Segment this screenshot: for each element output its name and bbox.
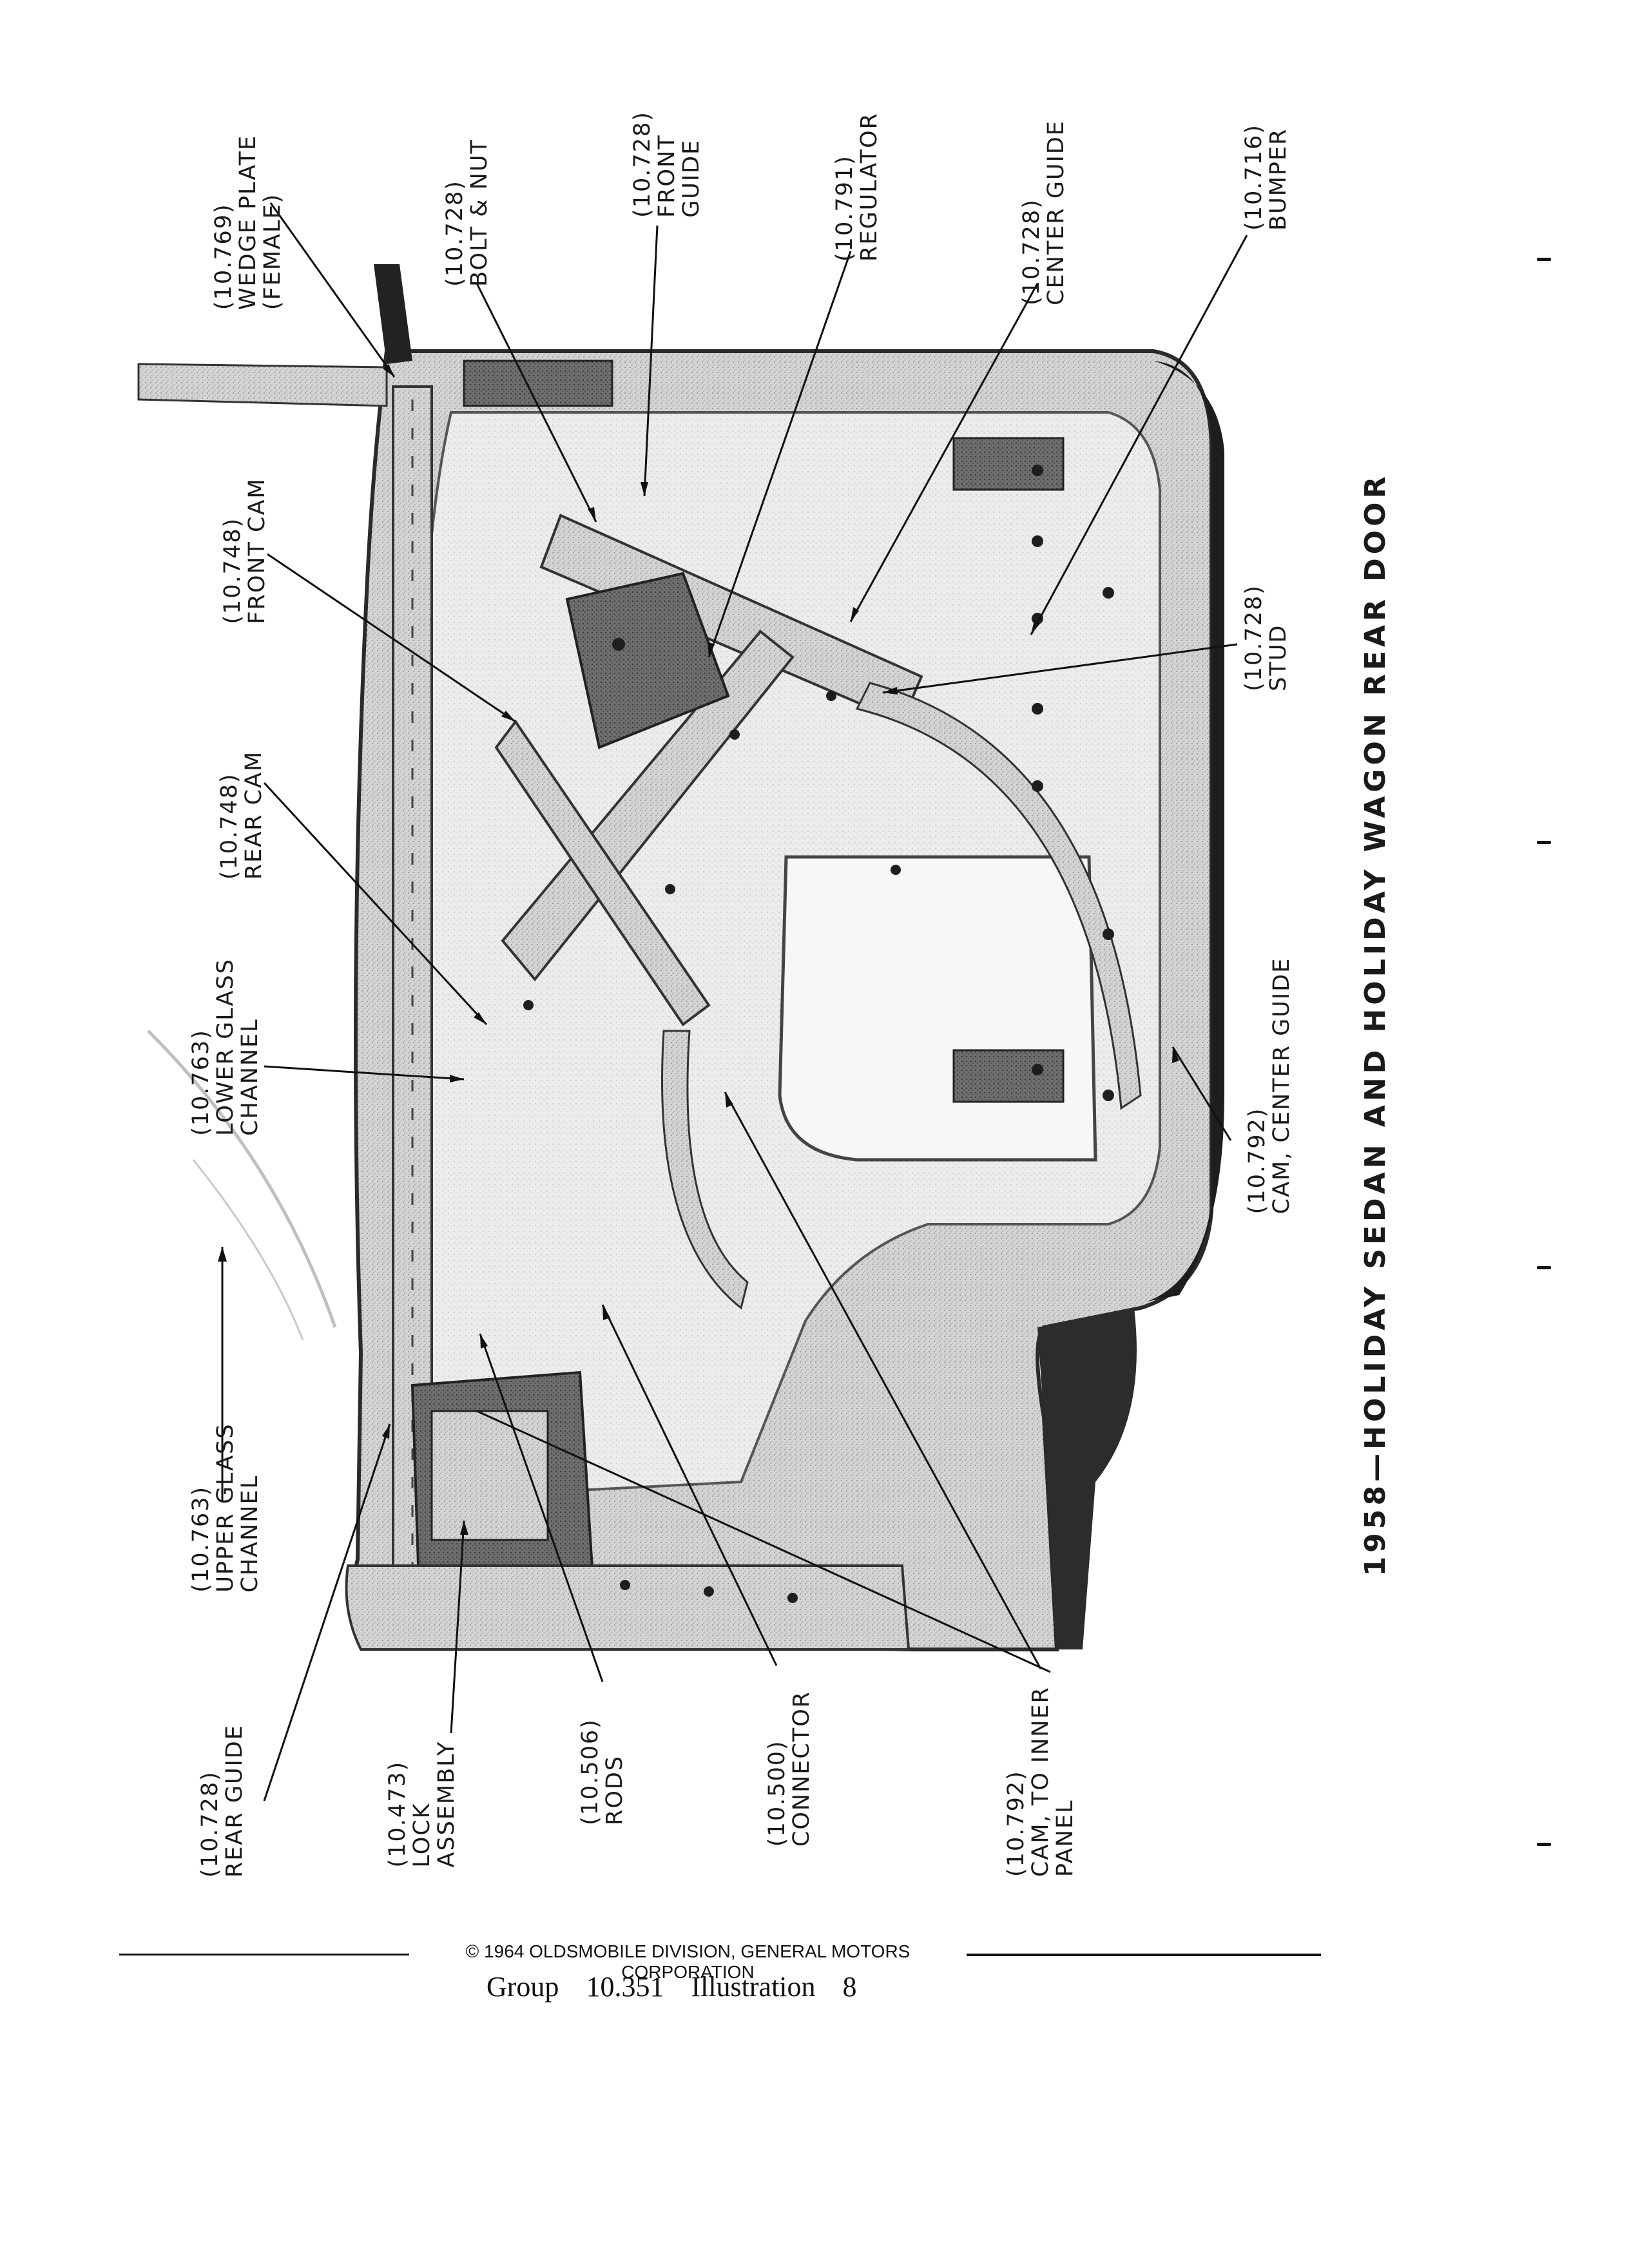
part-name: BOLT & NUT	[467, 139, 492, 287]
part-number: (10.728)	[197, 1771, 223, 1878]
group-label: Group	[487, 1971, 559, 2003]
part-name: FRONT	[654, 134, 680, 218]
part-number: (10.748)	[217, 773, 242, 880]
access-opening	[780, 857, 1095, 1160]
part-name-2: CHANNEL	[237, 1474, 263, 1593]
margin-tick	[1537, 1266, 1551, 1269]
part-number: (10.792)	[1003, 1770, 1029, 1878]
part-number: (10.792)	[1244, 1107, 1270, 1215]
part-number: (10.728)	[1241, 584, 1267, 691]
illustration-number: 8	[842, 1971, 857, 2003]
part-name: REGULATOR	[856, 112, 882, 262]
copyright-text: © 1964 OLDSMOBILE DIVISION, GENERAL MOTORS CORPORATION	[465, 1941, 911, 1982]
part-number: (10.763)	[188, 1029, 214, 1136]
margin-tick	[1537, 841, 1551, 844]
part-name: REAR GUIDE	[222, 1724, 247, 1878]
part-name: CAM, CENTER GUIDE	[1269, 957, 1295, 1215]
part-number: (10.748)	[220, 517, 246, 624]
part-number: (10.769)	[211, 203, 236, 311]
part-number: (10.473)	[385, 1760, 410, 1868]
part-number: (10.728)	[630, 111, 655, 218]
part-name: CENTER GUIDE	[1043, 120, 1069, 305]
part-number: (10.791)	[832, 155, 858, 262]
part-name-2: GUIDE	[679, 139, 704, 218]
part-name: RODS	[602, 1754, 628, 1825]
part-name: CONNECTOR	[789, 1690, 815, 1847]
upper-hinge	[954, 438, 1063, 490]
rule-left	[119, 1954, 409, 1956]
part-number: (10.763)	[188, 1485, 214, 1593]
lower-hinge	[954, 1050, 1063, 1102]
part-name: BUMPER	[1266, 128, 1291, 231]
part-name: FRONT CAM	[244, 477, 270, 624]
part-name: REAR CAM	[241, 750, 267, 880]
part-name-2: CHANNEL	[237, 1018, 263, 1136]
margin-tick	[1537, 258, 1551, 261]
part-name: CAM, TO INNER	[1028, 1686, 1054, 1878]
part-number: (10.728)	[442, 180, 468, 287]
part-name-2: ASSEMBLY	[434, 1740, 459, 1868]
part-number: (10.506)	[577, 1718, 603, 1825]
margin-tick	[1537, 1843, 1551, 1846]
group-number: 10.351	[586, 1971, 664, 2003]
window-run	[139, 364, 387, 406]
part-number: (10.500)	[764, 1740, 790, 1847]
part-name-2: PANEL	[1052, 1799, 1078, 1878]
part-name: WEDGE PLATE	[235, 134, 261, 311]
part-name: LOCK	[409, 1802, 435, 1868]
illustration-label: Illustration	[691, 1971, 816, 2003]
door-bottom	[347, 1566, 909, 1649]
part-number: (10.716)	[1241, 124, 1267, 231]
part-name: UPPER GLASS	[213, 1423, 238, 1593]
rule-right	[967, 1954, 1321, 1956]
part-number: (10.728)	[1019, 198, 1045, 305]
group-illustration-line	[487, 1970, 884, 2003]
part-name-2: (FEMALE)	[260, 193, 285, 311]
title-text: 1958—HOLIDAY SEDAN AND HOLIDAY WAGON REAR DOOR	[1359, 472, 1392, 1577]
part-name: LOWER GLASS	[213, 958, 238, 1136]
part-name: STUD	[1266, 624, 1291, 691]
